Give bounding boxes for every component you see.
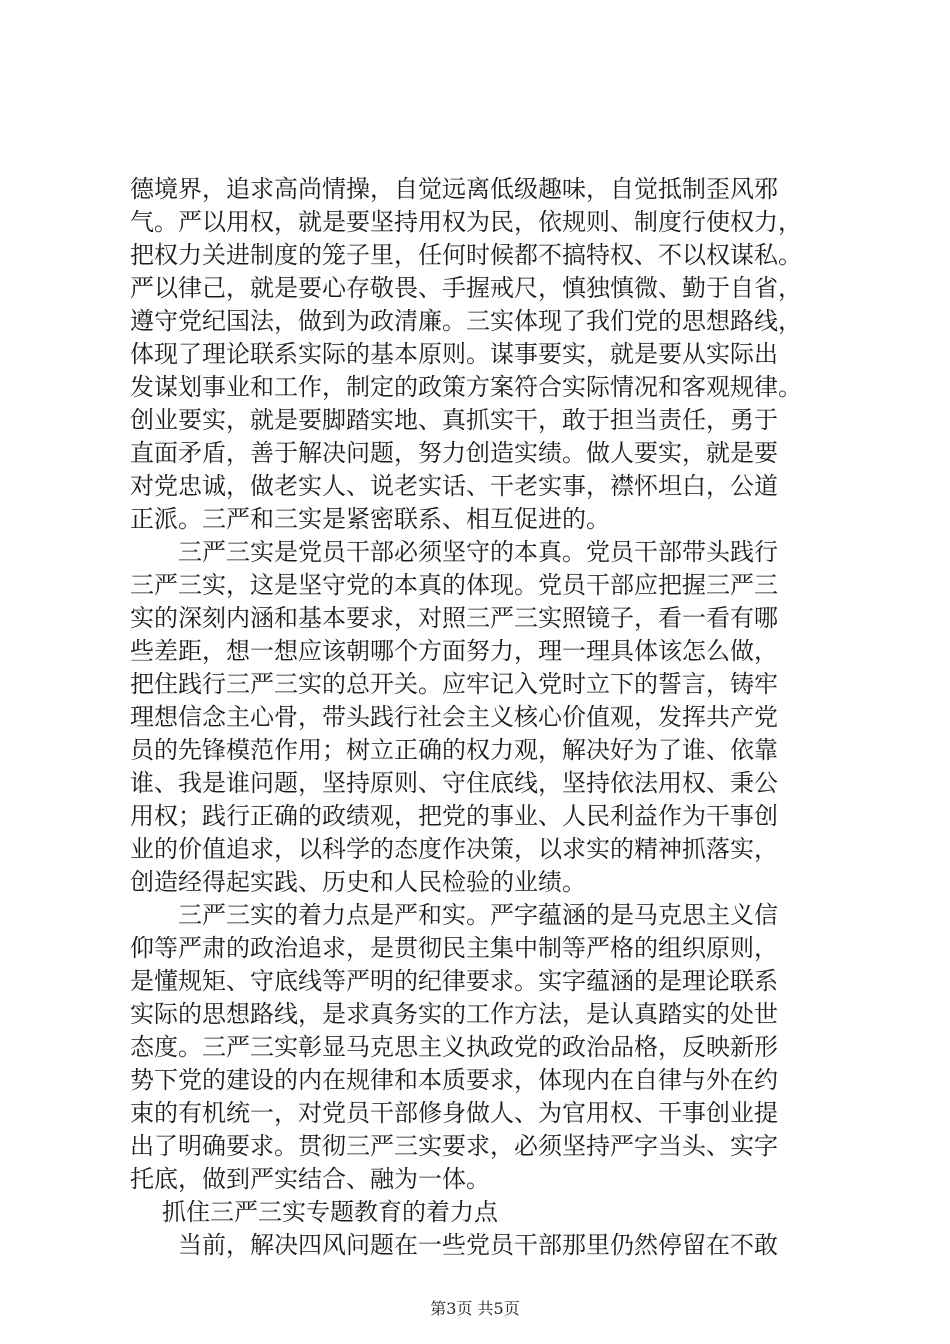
text-line: 把住践行三严三实的总开关。应牢记入党时立下的誓言，铸牢 — [130, 670, 778, 698]
text-line: 实的深刻内涵和基本要求，对照三严三实照镜子，看一看有哪 — [130, 604, 778, 632]
text-line: 员的先锋模范作用；树立正确的权力观，解决好为了谁、依靠 — [130, 736, 778, 764]
text-line: 创造经得起实践、历史和人民检验的业绩。 — [130, 868, 586, 896]
text-line: 实际的思想路线，是求真务实的工作方法，是认真踏实的处世 — [130, 1000, 778, 1028]
text-line: 态度。三严三实彰显马克思主义执政党的政治品格，反映新形 — [130, 1033, 778, 1061]
text-line: 严以律己，就是要心存敬畏、手握戒尺，慎独慎微、勤于自省， — [130, 274, 802, 302]
paragraph-start: 三严三实的着力点是严和实。严字蕴涵的是马克思主义信 — [178, 901, 778, 929]
text-line: 把权力关进制度的笼子里，任何时候都不搞特权、不以权谋私。 — [130, 241, 802, 269]
text-line: 三严三实，这是坚守党的本真的体现。党员干部应把握三严三 — [130, 571, 778, 599]
text-line: 业的价值追求，以科学的态度作决策，以求实的精神抓落实， — [130, 835, 778, 863]
text-line: 谁、我是谁问题，坚持原则、守住底线，坚持依法用权、秉公 — [130, 769, 778, 797]
text-line: 些差距，想一想应该朝哪个方面努力，理一理具体该怎么做， — [130, 637, 778, 665]
text-line: 对党忠诚，做老实人、说老实话、干老实事，襟怀坦白，公道 — [130, 472, 778, 500]
text-line: 气。严以用权，就是要坚持用权为民，依规则、制度行使权力， — [130, 208, 802, 236]
text-line: 正派。三严和三实是紧密联系、相互促进的。 — [130, 505, 610, 533]
paragraph-start: 当前，解决四风问题在一些党员干部那里仍然停留在不敢 — [178, 1231, 778, 1259]
text-line: 发谋划事业和工作，制定的政策方案符合实际情况和客观规律。 — [130, 373, 802, 401]
paragraph-start: 三严三实是党员干部必须坚守的本真。党员干部带头践行 — [178, 538, 778, 566]
text-line: 用权；践行正确的政绩观，把党的事业、人民利益作为干事创 — [130, 802, 778, 830]
text-line: 理想信念主心骨，带头践行社会主义核心价值观，发挥共产党 — [130, 703, 778, 731]
text-line: 仰等严肃的政治追求，是贯彻民主集中制等严格的组织原则， — [130, 934, 778, 962]
text-line: 束的有机统一，对党员干部修身做人、为官用权、干事创业提 — [130, 1099, 778, 1127]
text-line: 遵守党纪国法，做到为政清廉。三实体现了我们党的思想路线， — [130, 307, 802, 335]
text-line: 创业要实，就是要脚踏实地、真抓实干，敢于担当责任，勇于 — [130, 406, 778, 434]
text-line: 直面矛盾，善于解决问题，努力创造实绩。做人要实，就是要 — [130, 439, 778, 467]
text-line: 是懂规矩、守底线等严明的纪律要求。实字蕴涵的是理论联系 — [130, 967, 778, 995]
text-line: 出了明确要求。贯彻三严三实要求，必须坚持严字当头、实字 — [130, 1132, 778, 1160]
section-heading: 抓住三严三实专题教育的着力点 — [162, 1198, 498, 1226]
text-line: 势下党的建设的内在规律和本质要求，体现内在自律与外在约 — [130, 1066, 778, 1094]
page-number-footer: 第3页 共5页 — [430, 1299, 520, 1318]
text-line: 托底，做到严实结合、融为一体。 — [130, 1165, 490, 1193]
text-line: 德境界，追求高尚情操，自觉远离低级趣味，自觉抵制歪风邪 — [130, 175, 778, 203]
text-line: 体现了理论联系实际的基本原则。谋事要实，就是要从实际出 — [130, 340, 778, 368]
